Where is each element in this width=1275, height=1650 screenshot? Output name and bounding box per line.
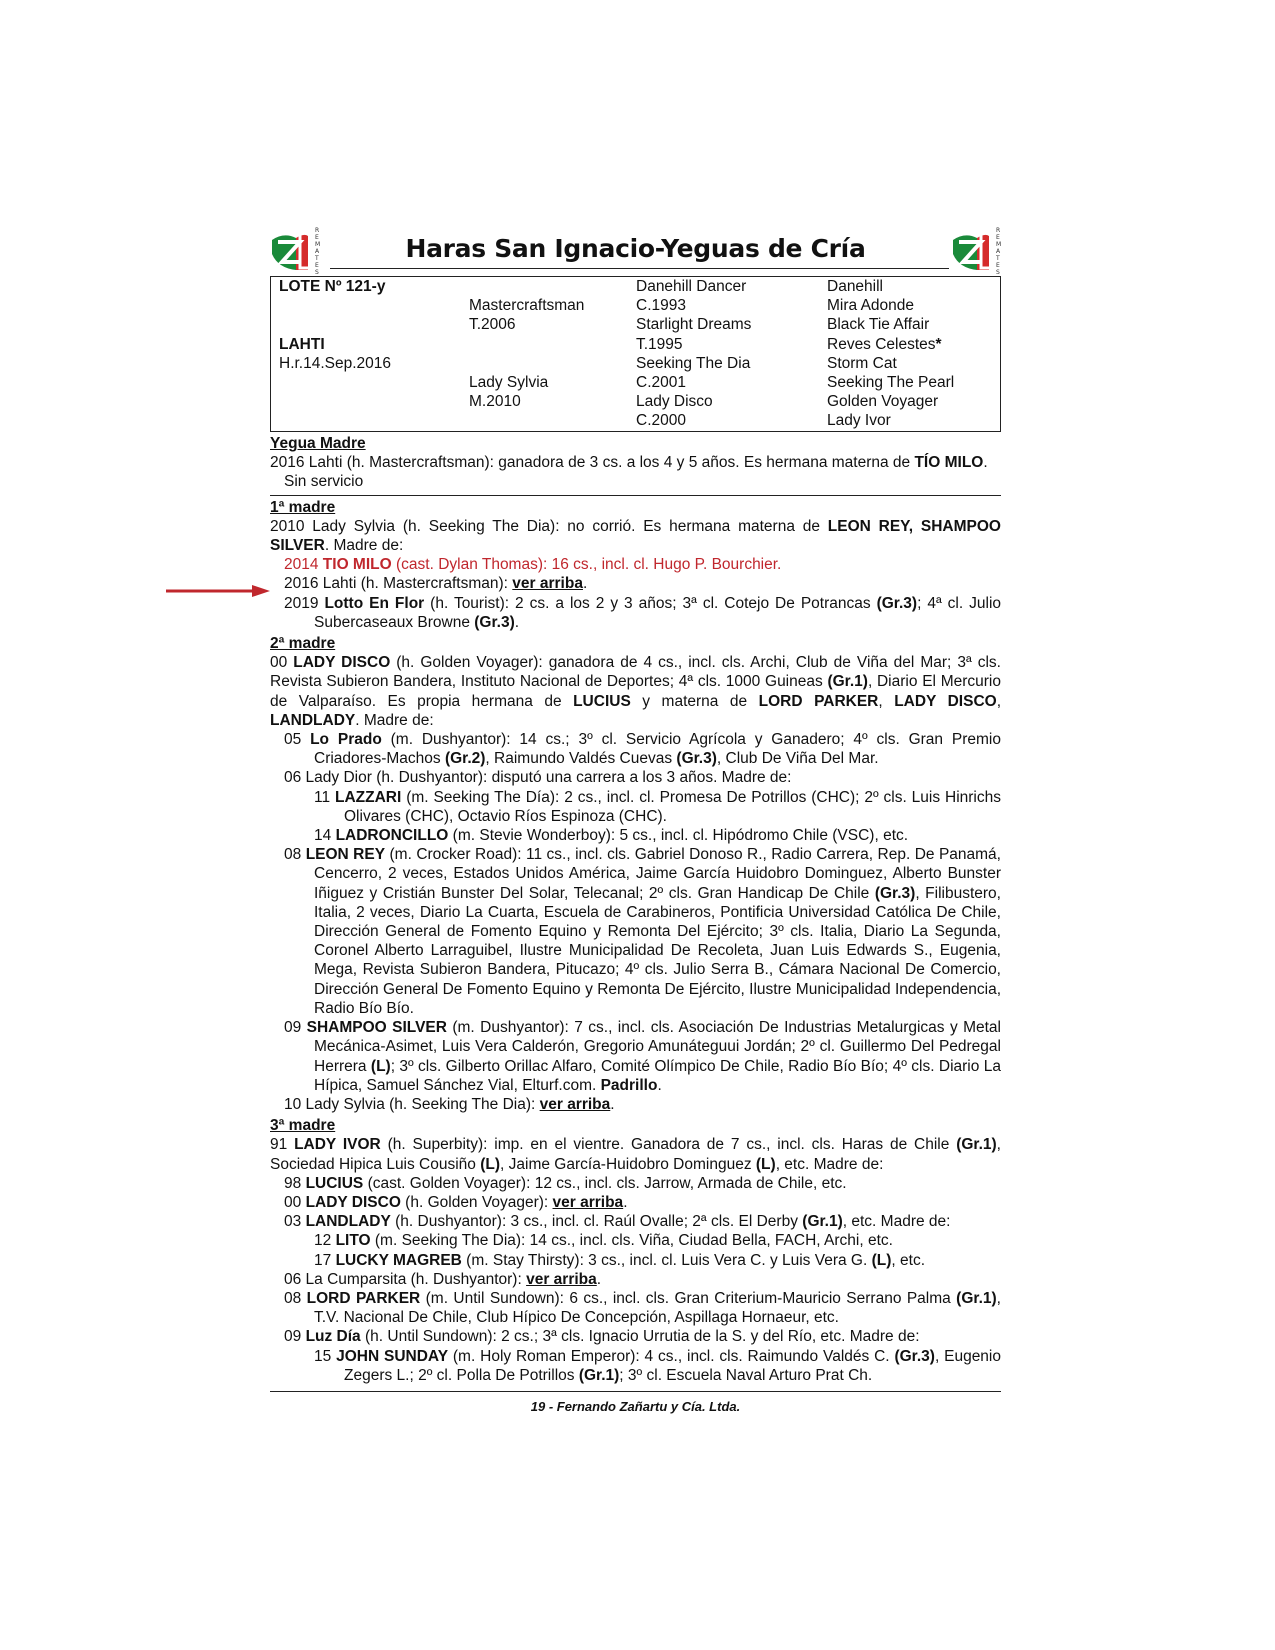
offspring-entry: 10 Lady Sylvia (h. Seeking The Dia): ver arriba. (284, 1095, 615, 1113)
service-status: Sin servicio (284, 473, 364, 491)
pedigree-entry: C.2000 (636, 412, 686, 430)
offspring-entry: 17 LUCKY MAGREB (m. Stay Thirsty): 3 cs., incl. cl. Luis Vera C. y Luis Vera G. (L), etc. (314, 1251, 926, 1269)
section-title-madre-1: 1ª madre (270, 498, 336, 516)
offspring-entry: 14 LADRONCILLO (m. Stevie Wonderboy): 5 cs., incl. cl. Hipódromo Chile (VSC), etc. (314, 827, 909, 845)
offspring-entry: 05 Lo Prado (m. Dushyantor): 14 cs.; 3º cl. Servicio Agrícola y Ganadero; 4º cls. Gran Premio Criadores-Machos (Gr.2), Raimundo Valdés Cuevas (Gr.3), Club De Viña Del Mar. (284, 731, 1001, 768)
sire-name: Mastercraftsman (469, 297, 585, 315)
pedigree-entry: Black Tie Affair (827, 316, 930, 334)
svg-text:M: M (996, 241, 1001, 248)
pedigree-entry: Golden Voyager (827, 393, 939, 411)
pedigree-col-grandparents (636, 277, 751, 431)
section-title-yegua-madre: Yegua Madre (270, 435, 366, 452)
svg-text:S: S (315, 269, 319, 274)
zl-remates-logo-icon (951, 224, 1001, 274)
svg-text:R: R (996, 227, 1001, 234)
yegua-madre-text: 2016 Lahti (h. Mastercraftsman): ganadora de 3 cs. a los 4 y 5 años. Es hermana materna de TÍO MILO. (270, 454, 988, 472)
page-title: Haras San Ignacio-Yeguas de Cría (405, 234, 866, 263)
svg-text:A: A (996, 248, 1001, 255)
pedigree-details (270, 434, 1001, 1416)
offspring-entry: 15 JOHN SUNDAY (m. Holy Roman Emperor): 4 cs., incl. cls. Raimundo Valdés C. (Gr.3), Eugenio Zegers L.; 2º cl. Polla De Potrillos (Gr.1); 3º cl. Escuela Naval Arturo Prat Ch. (314, 1347, 1001, 1384)
pedigree-table (270, 276, 1001, 432)
offspring-entry: 12 LITO (m. Seeking The Dia): 14 cs., incl. cls. Viña, Ciudad Bella, FACH, Archi, etc. (314, 1232, 893, 1250)
offspring-entry: 2019 Lotto En Flor (h. Tourist): 2 cs. a los 2 y 3 años; 3ª cl. Cotejo De Potrancas (Gr.3); 4ª cl. Julio Subercaseaux Browne (Gr.3). (284, 594, 1002, 631)
zl-remates-logo-icon (270, 224, 320, 274)
svg-text:E: E (315, 234, 319, 241)
offspring-entry: 98 LUCIUS (cast. Golden Voyager): 12 cs., incl. cls. Jarrow, Armada de Chile, etc. (284, 1174, 847, 1192)
pedigree-entry: Lady Ivor (827, 412, 891, 430)
svg-text:T: T (996, 255, 1000, 262)
imported-asterisk: * (935, 335, 942, 353)
offspring-entry: 03 LANDLADY (h. Dushyantor): 3 cs., incl. cl. Raúl Ovalle; 2ª cls. El Derby (Gr.1), etc. Madre de: (284, 1213, 951, 1231)
page-header (270, 224, 1001, 274)
pedigree-entry: Seeking The Dia (636, 354, 751, 372)
svg-text:E: E (996, 234, 1000, 241)
pedigree-col-parents (469, 277, 584, 411)
section-title-madre-3: 3ª madre (270, 1117, 336, 1135)
offspring-entry: 09 Luz Día (h. Until Sundown): 2 cs.; 3ª cls. Ignacio Urrutia de la S. y del Río, etc. Madre de: (284, 1328, 920, 1346)
horse-name: LAHTI (279, 335, 325, 353)
horse-info: H.r.14.Sep.2016 (279, 354, 392, 372)
pedigree-entry: Storm Cat (827, 354, 897, 372)
pedigree-entry: Lady Disco (636, 393, 713, 411)
dam-info: M.2010 (469, 393, 521, 411)
offspring-entry: 08 LEON REY (m. Crocker Road): 11 cs., incl. cls. Gabriel Donoso R., Radio Carrera, Rep. De Panamá, Cencerro, 2 veces, Estados Unidos América, Jaime García Huidobro Dominguez, Alberto Bunster Iñiguez y Cristián Bunster Del Solar, Telecanal; 2º cls. Gran Handicap De Chile (Gr.3), Filibustero, Italia, 2 veces, Diario La Cuarta, Escuela de Carabineros, Pontificia Universidad Católica De Chile, Dirección General de Fomento Equino y Remonta Del Ejército; 3º cls. Italia, Diario La Segunda, Coronel Alberto Larraguibel, Ilustre Municipalidad De Recoleta, Juan Luis Edwards S., Eugenia, Mega, Revista Subieron Bandera, Pitucazo; 4º cls. Julio Serra B., Cámara Nacional De Comercio, Dirección General De Fomento Equino y Remonta De Ejército, Ilustre Municipalidad Independencia, Radio Bío Bío. (284, 846, 1001, 1017)
arrow-indicator-icon (166, 585, 270, 597)
pedigree-entry: Starlight Dreams (636, 316, 752, 334)
offspring-entry: 06 La Cumparsita (h. Dushyantor): ver arriba. (284, 1270, 602, 1288)
pedigree-col-horse (279, 277, 391, 373)
offspring-entry: 08 LORD PARKER (m. Until Sundown): 6 cs., incl. cls. Gran Criterium-Mauricio Serrano Palma (Gr.1), T.V. Nacional De Chile, Club Hípico De Concepción, Aspillaga Hornaeur, etc. (284, 1289, 1001, 1327)
pedigree-entry: Danehill (827, 278, 884, 295)
pedigree-entry: Seeking The Pearl (827, 373, 955, 391)
lot-number: LOTE Nº 121-y (279, 278, 386, 295)
svg-text:E: E (996, 262, 1000, 269)
catalog-page (270, 224, 1001, 1416)
svg-text:S: S (996, 269, 1000, 274)
dam-name: Lady Sylvia (469, 373, 549, 391)
offspring-entry: 00 LADY DISCO (h. Golden Voyager): ver arriba. (284, 1193, 628, 1211)
pedigree-entry: Mira Adonde (827, 297, 915, 315)
offspring-entry: 2016 Lahti (h. Mastercraftsman): ver arriba. (284, 575, 588, 593)
pedigree-entry: T.1995 (636, 335, 683, 353)
sire-info: T.2006 (469, 316, 516, 334)
pedigree-entry: Danehill Dancer (636, 278, 747, 295)
madre-3-intro: 91 LADY IVOR (h. Superbity): imp. en el vientre. Ganadora de 7 cs., incl. cls. Haras de Chile (Gr.1), Sociedad Hipica Luis Cousiño (L), Jaime García-Huidobro Dominguez (L), etc. Madre de: (270, 1136, 1001, 1173)
pedigree-entry: C.2001 (636, 373, 686, 391)
offspring-entry: 09 SHAMPOO SILVER (m. Dushyantor): 7 cs., incl. cls. Asociación De Industrias Metalurgicas y Metal Mecánica-Asimet, Luis Vera Calderón, Gregorio Amunáteguui Jordán; 2º cl. Guillermo Del Pedregal Herrera (L); 3º cls. Gilberto Orillac Alfaro, Comité Olímpico De Chile, Radio Bío Bío; 4º cls. Diario La Hípica, Samuel Sánchez Vial, Elturf.com. Padrillo. (284, 1019, 1001, 1094)
offspring-entry: 11 LAZZARI (m. Seeking The Día): 2 cs., incl. cl. Promesa De Potrillos (CHC); 2º cls. Luis Hinrichs Olivares (CHC), Octavio Ríos Espinoza (CHC). (314, 788, 1002, 825)
section-title-madre-2: 2ª madre (270, 635, 336, 653)
highlighted-offspring: 2014 TIO MILO (cast. Dylan Thomas): 16 cs., incl. cl. Hugo P. Bourchier. (284, 556, 782, 574)
svg-text:A: A (315, 248, 320, 255)
header-divider (330, 268, 949, 269)
pedigree-entry: Reves Celestes (827, 335, 936, 353)
page-footer: 19 - Fernando Zañartu y Cía. Ltda. (270, 1391, 1001, 1416)
svg-text:R: R (315, 227, 320, 234)
offspring-entry: 06 Lady Dior (h. Dushyantor): disputó una carrera a los 3 años. Madre de: (284, 769, 792, 787)
pedigree-col-great-grandparents (827, 277, 954, 431)
madre-1-intro: 2010 Lady Sylvia (h. Seeking The Dia): no corrió. Es hermana materna de LEON REY, SHAMPOO SILVER. Madre de: (270, 517, 1001, 555)
madre-2-intro: 00 LADY DISCO (h. Golden Voyager): ganadora de 4 cs., incl. cls. Archi, Club de Viña del Mar; 3ª cls. Revista Subieron Bandera, Instituto Nacional de Deportes; 4ª cls. 1000 Guineas (Gr.1), Diario El Mercurio de Valparaíso. Es propia hermana de LUCIUS y materna de LORD PARKER, LADY DISCO, LANDLADY. Madre de: (270, 654, 1002, 729)
pedigree-entry: C.1993 (636, 297, 686, 315)
svg-text:T: T (315, 255, 319, 262)
svg-text:E: E (315, 262, 319, 269)
svg-text:M: M (315, 241, 320, 248)
section-divider (270, 495, 1001, 496)
